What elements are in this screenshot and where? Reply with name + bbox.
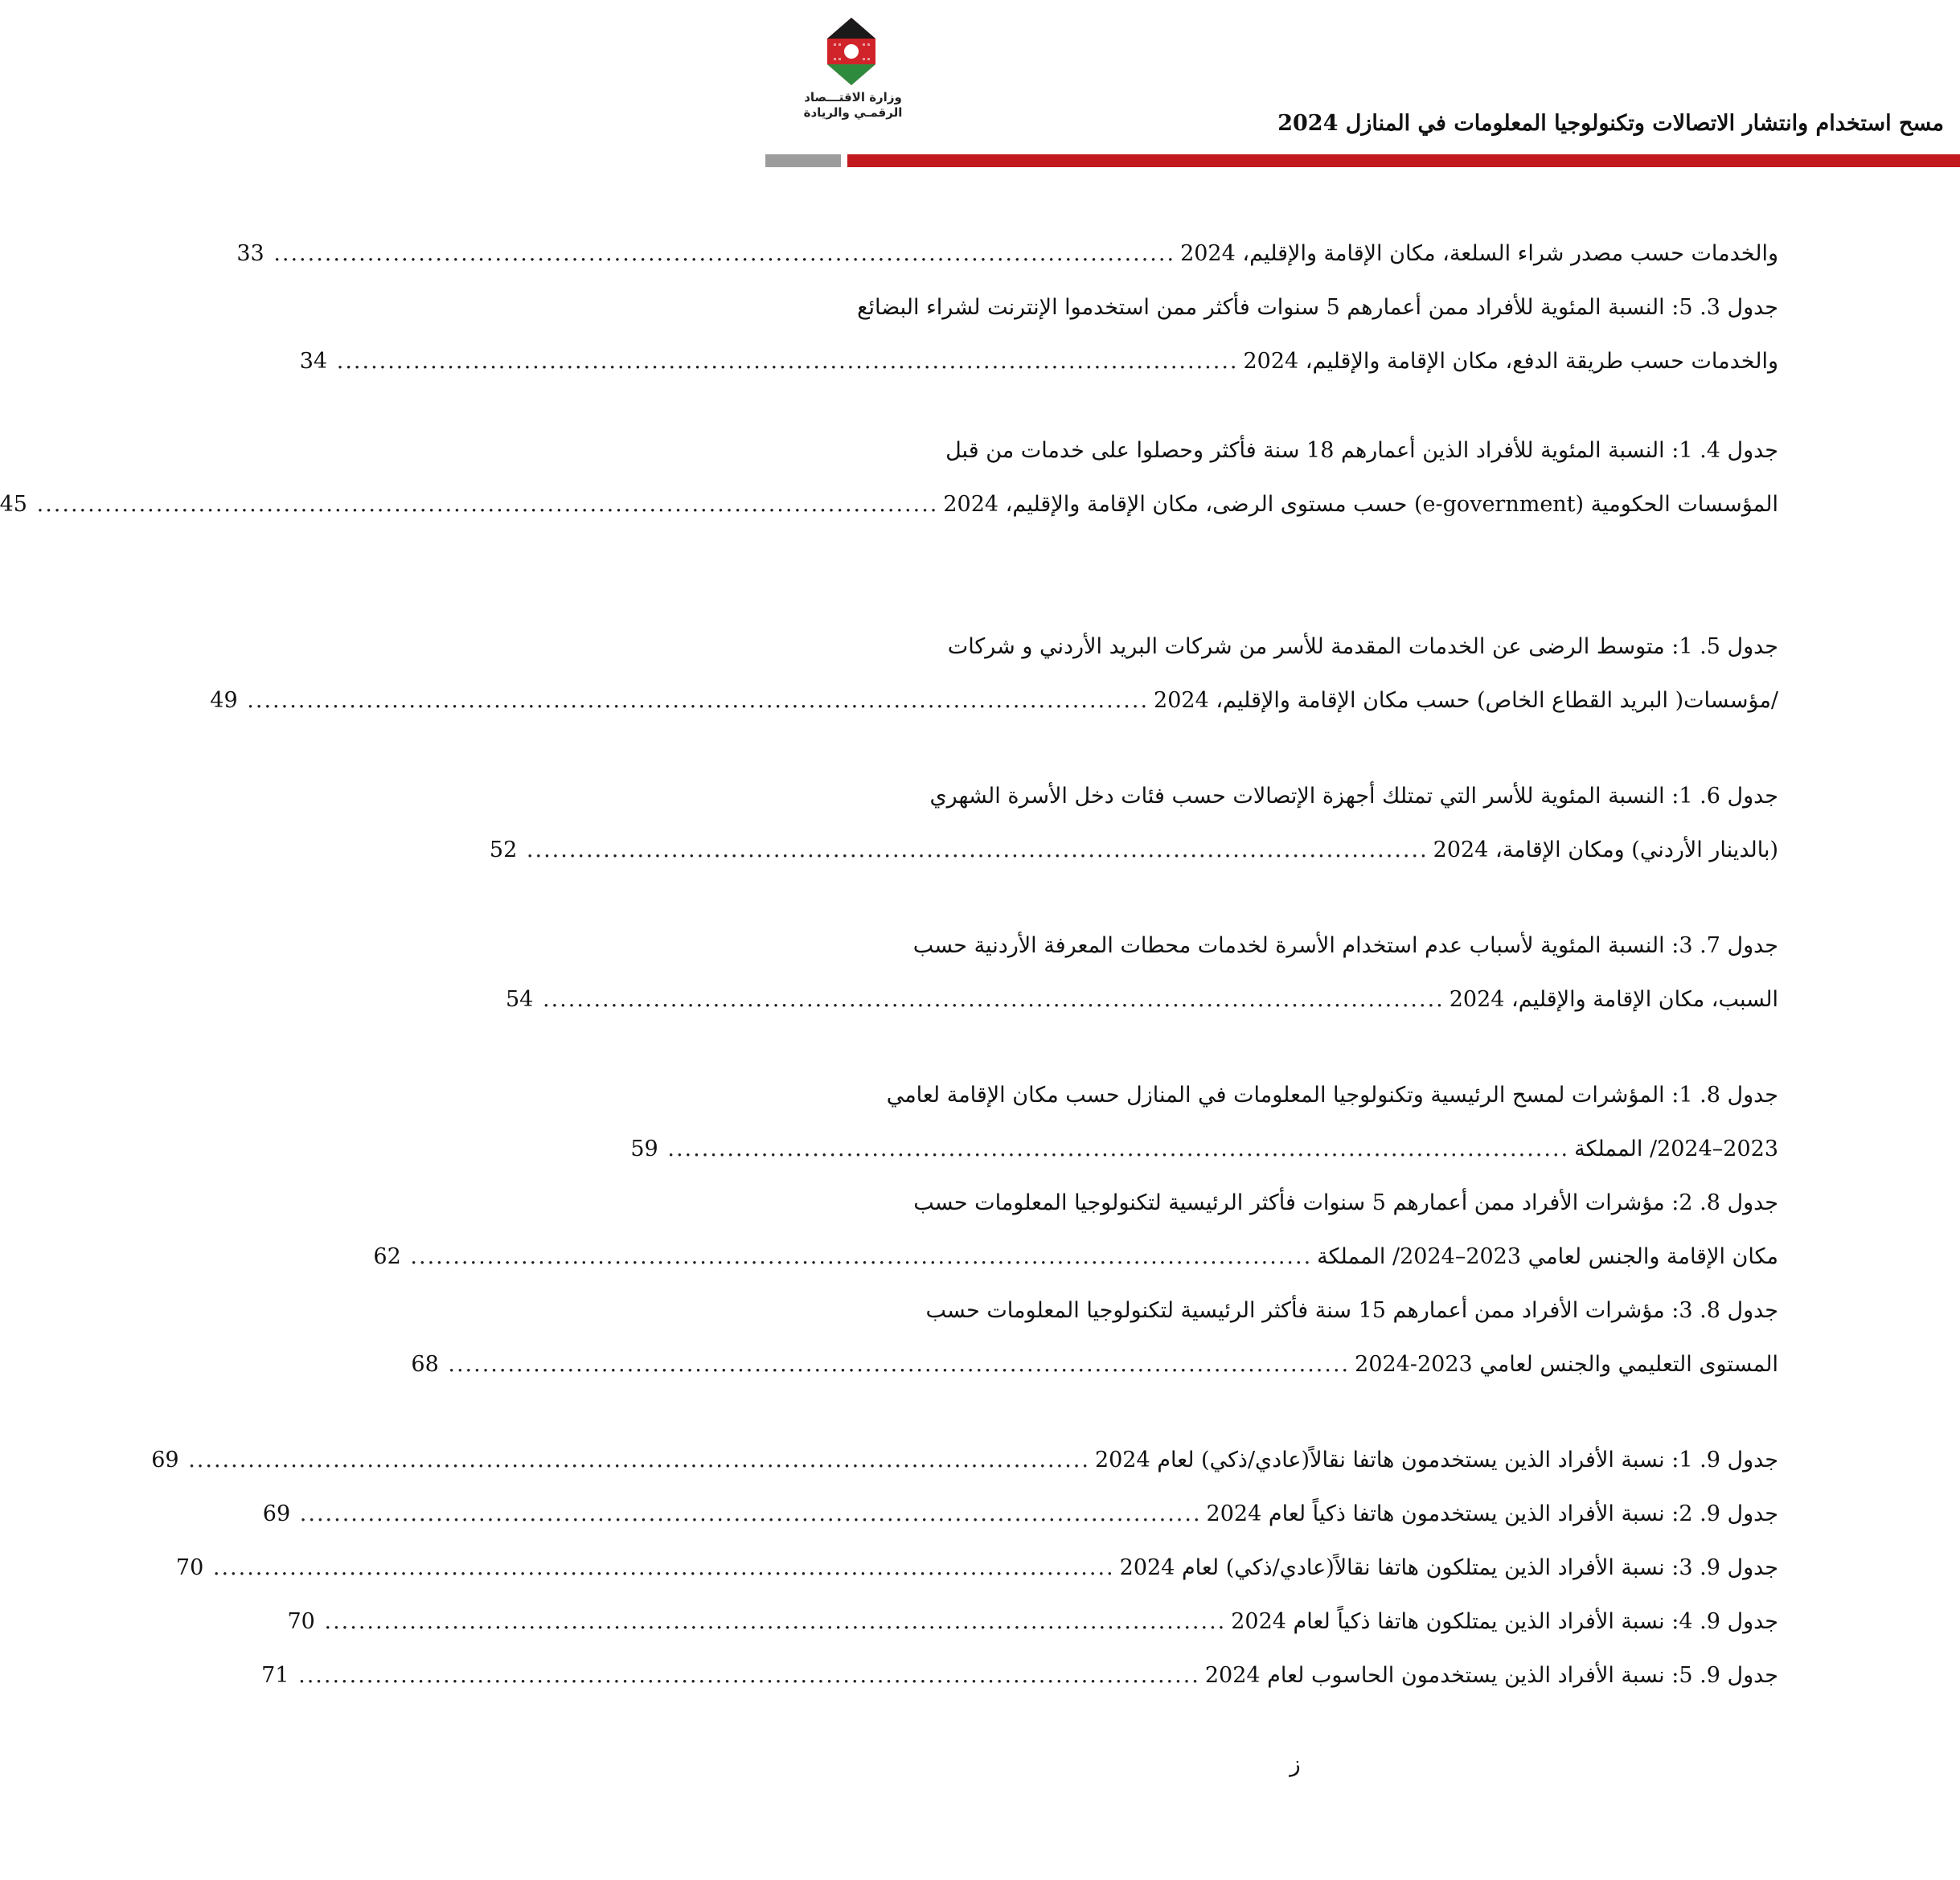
toc-leader-dots: .......................................................................................................... <box>247 688 1150 713</box>
toc-entry-line2[interactable] <box>489 823 1778 877</box>
toc-page-number: 62 <box>373 1244 401 1269</box>
toc-entry-line1[interactable] <box>852 281 1778 334</box>
toc-leader-dots: .......................................................................................................... <box>299 1501 1202 1526</box>
toc-leader-dots: .......................................................................................................... <box>212 1555 1115 1580</box>
toc-leader-dots: .......................................................................................................... <box>542 987 1445 1012</box>
toc-entry-text: (بالدينار الأردني) ومكان الإقامة، 2024 <box>1433 838 1778 862</box>
toc-leader-dots: .......................................................................................................... <box>188 1448 1090 1472</box>
toc-leader-dots: .......................................................................................................... <box>273 241 1176 266</box>
toc-entry-text: السبب، مكان الإقامة والإقليم، 2024 <box>1449 987 1778 1012</box>
toc-entry-text: جدول 8. 2: مؤشرات الأفراد ممن أعمارهم 5 سنوات فأكثر الرئيسية لتكنولوجيا المعلومات حسب <box>913 1190 1778 1215</box>
toc-leader-dots: .......................................................................................................... <box>324 1609 1227 1634</box>
toc-entry-text: مكان الإقامة والجنس لعامي 2023–2024/ المملكة <box>1317 1244 1778 1269</box>
toc-leader-dots: .......................................................................................................... <box>336 349 1239 374</box>
toc-entry[interactable] <box>287 1595 1778 1649</box>
toc-page-number: 70 <box>175 1555 204 1580</box>
toc-entry-text: جدول 8. 3: مؤشرات الأفراد ممن أعمارهم 15 سنة فأكثر الرئيسية لتكنولوجيا المعلومات حسب <box>925 1298 1778 1323</box>
toc-entry-text: جدول 4. 1: النسبة المئوية للأفراد الذين أعمارهم 18 سنة فأكثر وحصلوا على خدمات من قبل <box>945 438 1778 463</box>
header-rule-gray <box>765 154 841 167</box>
toc-entry-text: جدول 7. 3: النسبة المئوية لأسباب عدم استخدام الأسرة لخدمات محطات المعرفة الأردنية حسب <box>912 933 1778 958</box>
toc-entry-text: جدول 9. 4: نسبة الأفراد الذين يمتلكون هاتفا ذكياً لعام 2024 <box>1231 1609 1778 1634</box>
toc-entry-line1[interactable] <box>852 424 1778 477</box>
toc-entry-text: جدول 9. 3: نسبة الأفراد الذين يمتلكون هاتفا نقالاً(عادي/ذكي) لعام 2024 <box>1119 1555 1778 1580</box>
logo-emblem-icon <box>795 14 908 95</box>
toc-entry-text: 2023–2024/ المملكة <box>1574 1137 1778 1161</box>
ministry-name <box>801 90 905 121</box>
toc-entry-text: والخدمات حسب طريقة الدفع، مكان الإقامة والإقليم، 2024 <box>1243 349 1778 374</box>
toc-entry-line2[interactable] <box>299 334 1778 388</box>
header-rule-red <box>847 154 1960 167</box>
toc-entry[interactable] <box>151 1433 1778 1487</box>
toc-leader-dots: .......................................................................................................... <box>410 1244 1313 1269</box>
table-of-contents <box>0 227 1778 1702</box>
toc-page-number: 52 <box>489 838 518 862</box>
toc-entry-text: جدول 6. 1: النسبة المئوية للأسر التي تمتلك أجهزة الإتصالات حسب فئات دخل الأسرة الشهري <box>929 784 1778 809</box>
toc-entry-line1[interactable] <box>852 769 1778 823</box>
toc-entry-line2[interactable] <box>630 1122 1778 1176</box>
toc-entry-line1[interactable] <box>852 919 1778 973</box>
toc-entry-line1[interactable] <box>852 620 1778 674</box>
toc-entry[interactable] <box>262 1487 1778 1541</box>
toc-entry-line1[interactable] <box>852 1176 1778 1230</box>
toc-leader-dots: .......................................................................................................... <box>298 1663 1200 1688</box>
toc-entry[interactable] <box>236 227 1778 281</box>
toc-page-number: 54 <box>505 987 534 1012</box>
toc-page-number: 69 <box>151 1448 179 1472</box>
toc-page-number: 59 <box>630 1137 658 1161</box>
toc-entry-text: جدول 8. 1: المؤشرات لمسح الرئيسية وتكنولوجيا المعلومات في المنازل حسب مكان الإقامة لعامي <box>886 1083 1778 1108</box>
toc-entry-line1[interactable] <box>852 1284 1778 1337</box>
toc-entry-line1[interactable] <box>852 1068 1778 1122</box>
toc-entry-text: جدول 9. 5: نسبة الأفراد الذين يستخدمون الحاسوب لعام 2024 <box>1204 1663 1778 1688</box>
toc-page-number: 69 <box>262 1501 291 1526</box>
page-number-footer: ز <box>1290 1751 1301 1777</box>
toc-entry-text: جدول 9. 2: نسبة الأفراد الذين يستخدمون هاتفا ذكياً لعام 2024 <box>1206 1501 1778 1526</box>
toc-entry-line2[interactable] <box>0 477 1778 531</box>
toc-entry-line2[interactable] <box>411 1337 1778 1391</box>
toc-entry-line2[interactable] <box>210 674 1778 727</box>
toc-page-number: 33 <box>236 241 264 266</box>
toc-page-number: 34 <box>299 349 328 374</box>
toc-entry-line2[interactable] <box>505 973 1778 1026</box>
toc-entry-text: جدول 3. 5: النسبة المئوية للأفراد ممن أعمارهم 5 سنوات فأكثر ممن استخدموا الإنترنت لشراء البضائع <box>857 295 1778 320</box>
toc-entry-text: المؤسسات الحكومية (e-government) حسب مستوى الرضى، مكان الإقامة والإقليم، 2024 <box>943 492 1778 517</box>
toc-page-number: 68 <box>411 1352 439 1377</box>
toc-leader-dots: .......................................................................................................... <box>448 1352 1351 1377</box>
toc-leader-dots: .......................................................................................................... <box>526 838 1429 862</box>
toc-entry-text: والخدمات حسب مصدر شراء السلعة، مكان الإقامة والإقليم، 2024 <box>1180 241 1778 266</box>
ministry-name-line2: الرقمـي والريادة <box>803 105 903 120</box>
toc-page-number: 70 <box>287 1609 315 1634</box>
toc-entry[interactable] <box>175 1541 1778 1595</box>
toc-entry[interactable] <box>261 1649 1778 1702</box>
toc-entry-text: جدول 5. 1: متوسط الرضى عن الخدمات المقدمة للأسر من شركات البريد الأردني و شركات <box>947 634 1778 659</box>
toc-entry-line2[interactable] <box>373 1230 1778 1284</box>
ministry-name-line1: وزارة الاقتـــصاد <box>804 90 902 104</box>
toc-leader-dots: .......................................................................................................... <box>36 492 939 517</box>
toc-entry-text: /مؤسسات( البريد القطاع الخاص) حسب مكان الإقامة والإقليم، 2024 <box>1154 688 1778 713</box>
toc-entry-text: المستوى التعليمي والجنس لعامي 2023-2024 <box>1355 1352 1778 1377</box>
toc-page-number: 49 <box>210 688 238 713</box>
toc-page-number: 71 <box>261 1663 289 1688</box>
toc-leader-dots: .......................................................................................................... <box>667 1137 1570 1161</box>
report-title: مسح استخدام وانتشار الاتصالات وتكنولوجيا المعلومات في المنازل 2024 <box>1277 111 1944 136</box>
toc-page-number: 45 <box>0 492 27 517</box>
toc-entry-text: جدول 9. 1: نسبة الأفراد الذين يستخدمون هاتفا نقالاً(عادي/ذكي) لعام 2024 <box>1094 1448 1778 1472</box>
